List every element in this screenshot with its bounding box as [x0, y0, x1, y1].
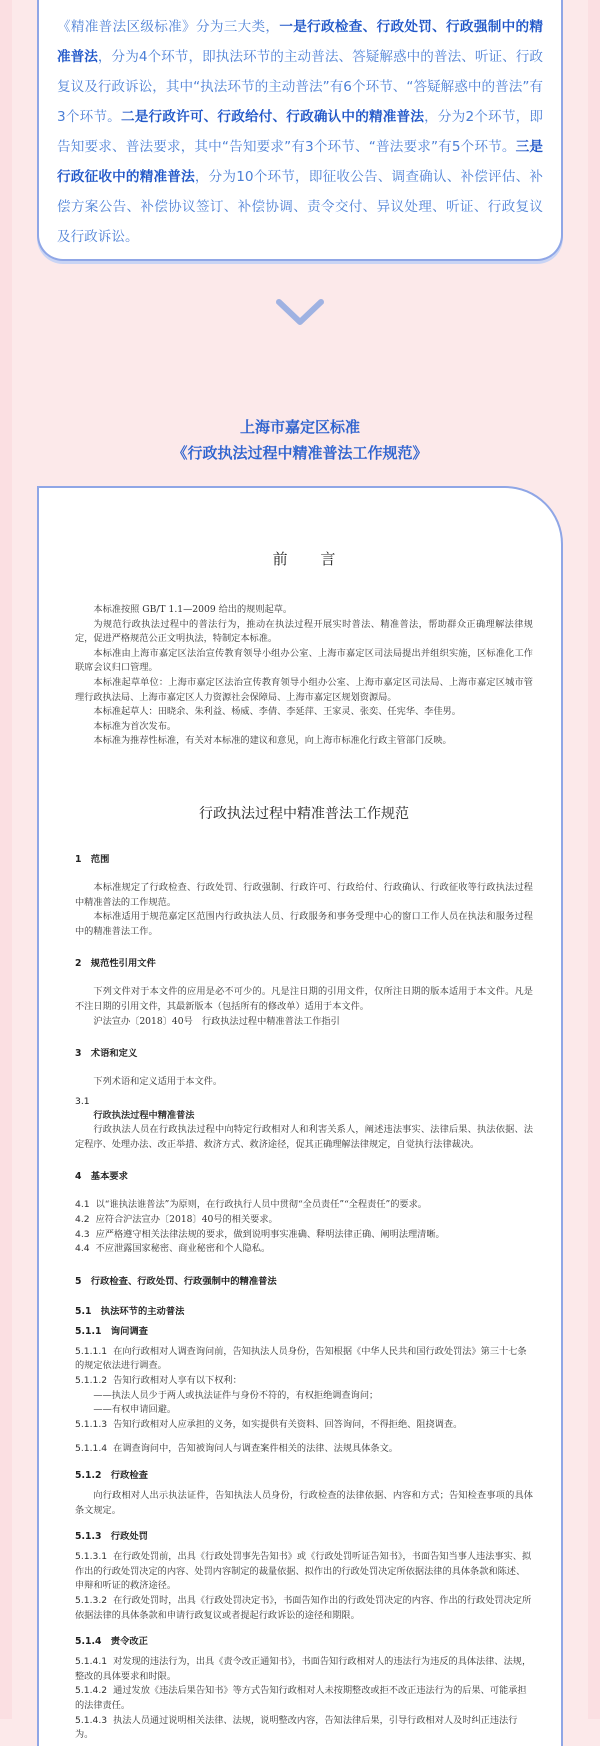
- clause-text: 在行政处罚前，出具《行政处罚事先告知书》或《行政处罚听证告知书》，书面告知当事人违法事实、拟作出的行政处罚决定的内容、处罚内容制定的裁量依据、拟作出的行政处罚决定所依据法律的具体条款和陈述、申辩和听证的救济途径。: [75, 1551, 532, 1592]
- clause-number: 5.1.4.1: [75, 1656, 108, 1668]
- clause-line: [75, 1594, 533, 1623]
- preface-para: 为规范行政执法过程中的普法行为，推动在执法过程开展实时普法、精准普法，帮助群众正确理解法律规定，促进严格规范公正文明执法，特制定本标准。: [75, 618, 533, 645]
- clause-number: 4.4: [75, 1243, 90, 1255]
- clause-number: 5.1.1.3: [75, 1418, 108, 1430]
- term-definition: 行政执法人员在行政执法过程中向特定行政相对人和利害关系人，阐述违法事实、法律后果、执法依据、法定程序、处理办法、改正举措、救济方式、救济途径，促其正确理解法律规定，自觉执行法律裁决。: [75, 1124, 533, 1150]
- clause-text: 在行政处罚时，出具《行政处罚决定书》，书面告知作出的行政处罚决定的内容、作出的行政处罚决定所依据法律的具体条款和申请行政复议或者提起行政诉讼的途径和期限。: [75, 1594, 532, 1621]
- section-para: 沪法宣办〔2018〕40号 行政执法过程中精准普法工作指引: [93, 1015, 340, 1027]
- clause-line: [75, 1228, 533, 1243]
- clause-line: [75, 1655, 533, 1684]
- section-heading: 2 规范性引用文件: [75, 958, 156, 970]
- summary-part-4: ，分为10个环节，即征收公告、调查确认、补偿评估、补偿方案公告、补偿协议签订、补偿协调、责令交付、异议处理、听证、行政复议及行政诉讼。: [57, 169, 544, 245]
- section-para: 本标准适用于规范嘉定区范围内行政执法人员、行政服务和事务受理中心的窗口工作人员在执法和服务过程中的精准普法工作。: [75, 911, 533, 937]
- clause-line: [75, 1374, 533, 1389]
- preface-para: 本标准为推荐性标准，有关对本标准的建议和意见，向上海市标准化行政主管部门反映。: [93, 735, 452, 747]
- clause-number: 5.1.3.1: [75, 1551, 108, 1563]
- summary-text: [57, 12, 543, 252]
- preface-para: 本标准起草人：田晓余、朱利益、杨威、李倩、李延萍、王家灵、张奕、任宪华、李佳男。: [93, 706, 461, 718]
- clause-line: [75, 1242, 533, 1257]
- standard-title-line1: 上海市嘉定区标准: [239, 418, 360, 436]
- preface-para: 本标准起草单位：上海市嘉定区法治宣传教育领导小组办公室、上海市嘉定区司法局、上海市嘉定区城市管理行政执法局、上海市嘉定区人力资源社会保障局、上海市嘉定区规划资源局。: [75, 676, 533, 703]
- document-main-heading: 行政执法过程中精准普法工作规范: [199, 805, 409, 822]
- clause-text: ——有权申请回避。: [93, 1404, 177, 1416]
- clause-text: 告知行政相对人应承担的义务，如实提供有关资料、回答询问，不得拒绝、阻挠调查。: [113, 1418, 463, 1430]
- summary-highlight-1: 一是行政检查、行政处罚、行政强制中的精准普法: [57, 19, 544, 65]
- subsection-heading: 5.1.1 询问调查: [75, 1325, 148, 1337]
- clause-number: 5.1.4.3: [75, 1714, 108, 1726]
- subsection-heading: 5.1 执法环节的主动普法: [75, 1305, 185, 1317]
- preface-heading: 前 言: [272, 550, 350, 568]
- clause-text: 通过发放《违法后果告知书》等方式告知行政相对人未按期整改或拒不改正违法行为的后果、可能承担的法律责任。: [75, 1685, 527, 1711]
- standard-title-line2: 《行政执法过程中精准普法工作规范》: [172, 444, 428, 462]
- clause-line: [75, 1714, 533, 1743]
- clause-line: [75, 1213, 533, 1228]
- section-heading: 1 范围: [75, 853, 110, 865]
- clause-line: [75, 1345, 533, 1374]
- summary-part-1: 《精准普法区级标准》分为三大类，: [57, 19, 280, 35]
- clause-line: [75, 1684, 533, 1713]
- clause-number: 5.1.1.1: [75, 1345, 108, 1357]
- clause-line: [75, 1389, 533, 1404]
- clause-line: [75, 1403, 533, 1418]
- clause-text: 告知行政相对人享有以下权利：: [113, 1375, 242, 1387]
- clause-line: [75, 1198, 533, 1213]
- term-name: 行政执法过程中精准普法: [93, 1109, 195, 1121]
- section-para: 向行政相对人出示执法证件，告知执法人员身份，行政检查的法律依据、内容和方式；告知检查事项的具体条文规定。: [75, 1490, 533, 1516]
- clause-number: 5.1.1.2: [75, 1375, 108, 1387]
- clause-text: 执法人员通过说明相关法律、法规，说明整改内容，告知法律后果，引导行政相对人及时纠正违法行为。: [75, 1714, 518, 1741]
- clause-text: 不应泄露国家秘密、商业秘密和个人隐私。: [95, 1243, 271, 1255]
- clause-text: 对发现的违法行为，出具《责令改正通知书》，书面告知行政相对人的违法行为违反的具体法律、法规，整改的具体要求和时限。: [75, 1656, 532, 1682]
- clause-text: 在调查询问中，告知被询问人与调查案件相关的法律、法规具体条文。: [113, 1443, 398, 1455]
- section-para: 下列文件对于本文件的应用是必不可少的。凡是注日期的引用文件，仅所注日期的版本适用于本文件。凡是不注日期的引用文件，其最新版本（包括所有的修改单）适用于本文件。: [75, 986, 533, 1012]
- summary-highlight-2: 二是行政许可、行政给付、行政确认中的精准普法: [120, 109, 425, 125]
- document-card: [37, 486, 563, 1746]
- summary-card: [37, 0, 563, 261]
- clause-line: [75, 1442, 533, 1457]
- clause-number: 4.3: [75, 1228, 90, 1240]
- chevron-down-icon: [275, 296, 325, 328]
- summary-part-2: ，分为4个环节，即执法环节的主动普法、答疑解惑中的普法、听证、行政复议及行政诉讼，其中“执法环节的主动普法”有6个环节、“答疑解惑中的普法”有3个环节。: [57, 49, 543, 125]
- clause-text: 应严格遵守相关法律法规的要求，做到说明事实准确、释明法律正确、阐明法理清晰。: [95, 1228, 445, 1240]
- clause-number: 4.1: [75, 1199, 90, 1211]
- standard-title: [0, 414, 600, 466]
- section-heading: 3 术语和定义: [75, 1048, 138, 1060]
- document-page: [39, 548, 561, 1743]
- subsection-heading: 5.1.3 行政处罚: [75, 1531, 148, 1543]
- term-number: 3.1: [75, 1095, 90, 1107]
- section-para: 下列术语和定义适用于本文件。: [93, 1076, 223, 1088]
- clause-number: 5.1.1.4: [75, 1443, 108, 1455]
- clause-line: [75, 1550, 533, 1594]
- clause-line: [75, 1418, 533, 1433]
- section-para: 本标准规定了行政检查、行政处罚、行政强制、行政许可、行政给付、行政确认、行政征收等行政执法过程中精准普法的工作规范。: [75, 881, 533, 908]
- page-side-band-right: [588, 0, 600, 1719]
- clause-text: 应符合沪法宣办〔2018〕40号的相关要求。: [95, 1214, 278, 1226]
- preface-para: 本标准按照 GB/T 1.1—2009 给出的规则起草。: [93, 604, 293, 615]
- summary-highlight-3: 三是行政征收中的精准普法: [57, 139, 544, 185]
- clause-text: 在向行政相对人调查询问前，告知执法人员身份，告知根据《中华人民共和国行政处罚法》第三十七条的规定依法进行调查。: [75, 1345, 527, 1372]
- summary-part-3: ，分为2个环节，即告知要求、普法要求，其中“告知要求”有3个环节、“普法要求”有5个环节。: [57, 109, 543, 155]
- preface-para: 本标准为首次发布。: [93, 720, 177, 732]
- subsection-heading: 5.1.4 责令改正: [75, 1636, 148, 1648]
- subsection-heading: 5.1.2 行政检查: [75, 1470, 148, 1481]
- page-side-band-left: [0, 0, 12, 1719]
- section-heading: 4 基本要求: [75, 1171, 128, 1183]
- clause-text: ——执法人员少于两人或执法证件与身份不符的，有权拒绝调查询问；: [93, 1389, 379, 1401]
- clause-text: 以“谁执法谁普法”为原则，在行政执行人员中贯彻“全员责任”“全程责任”的要求。: [95, 1199, 427, 1211]
- clause-number: 4.2: [75, 1214, 90, 1226]
- preface-para: 本标准由上海市嘉定区法治宣传教育领导小组办公室、上海市嘉定区司法局提出并组织实施，区标准化工作联席会议归口管理。: [75, 647, 533, 674]
- clause-number: 5.1.3.2: [75, 1594, 108, 1606]
- clause-number: 5.1.4.2: [75, 1685, 108, 1697]
- section-heading: 5 行政检查、行政处罚、行政强制中的精准普法: [75, 1275, 277, 1287]
